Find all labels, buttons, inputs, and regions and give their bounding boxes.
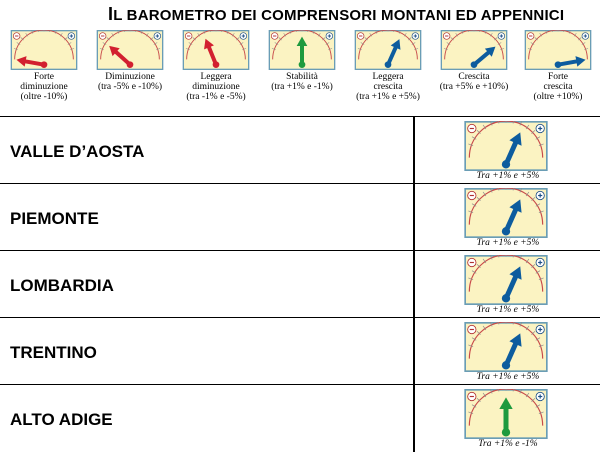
legend-label: Stabilità (tra +1% e -1%) (271, 72, 333, 92)
legend-item-strong-growth (516, 30, 600, 102)
barometer-cell (460, 255, 556, 317)
barometer-legend (0, 30, 600, 114)
barometer-gauge-icon (460, 188, 556, 238)
gauge-strong-decrease-icon (2, 30, 86, 70)
gauge-strong-growth-icon (516, 30, 600, 70)
barometer-gauge-icon (460, 389, 556, 439)
gauge-svg (8, 30, 80, 70)
legend-label: Crescita (tra +5% e +10%) (439, 72, 509, 92)
barometer-cell (460, 188, 556, 250)
table-row (0, 384, 600, 451)
gauge-growth-icon (432, 30, 516, 70)
gauge-svg (460, 255, 552, 305)
barometer-caption: Tra +1% e -1% (478, 439, 538, 449)
barometer-caption: Tra +1% e +5% (476, 238, 540, 248)
barometer-caption: Tra +1% e +5% (476, 305, 540, 315)
barometer-caption: Tra +1% e +5% (476, 171, 540, 181)
barometer-gauge-icon (460, 322, 556, 372)
page-title (108, 4, 588, 26)
legend-item-decrease (88, 30, 172, 92)
table-row (0, 183, 600, 250)
region-name: ALTO ADIGE (10, 410, 113, 429)
gauge-svg (522, 30, 594, 70)
barometer-cell (460, 322, 556, 384)
gauge-svg (266, 30, 338, 70)
column-divider (413, 385, 415, 452)
legend-label: Forte diminuzione (oltre -10%) (20, 72, 68, 102)
regions-table (0, 116, 600, 453)
table-row (0, 317, 600, 384)
legend-label: Leggera diminuzione (tra -1% e -5%) (186, 72, 246, 102)
legend-item-slight-growth (346, 30, 430, 102)
legend-item-slight-decrease (174, 30, 258, 102)
gauge-svg (460, 322, 552, 372)
legend-label: Diminuzione (tra -5% e -10%) (97, 72, 163, 92)
gauge-slight-growth-icon (346, 30, 430, 70)
barometer-caption: Tra +1% e +5% (476, 372, 540, 382)
gauge-slight-decrease-icon (174, 30, 258, 70)
legend-item-growth (432, 30, 516, 92)
table-row (0, 116, 600, 183)
region-name: TRENTINO (10, 343, 97, 362)
gauge-svg (438, 30, 510, 70)
legend-item-stable (260, 30, 344, 92)
column-divider (413, 251, 415, 318)
region-name: VALLE D’AOSTA (10, 142, 145, 161)
gauge-stable-icon (260, 30, 344, 70)
gauge-svg (460, 389, 552, 439)
gauge-svg (94, 30, 166, 70)
title-rest: L BAROMETRO DEI COMPRENSORI MONTANI ED APPENNICI (113, 7, 565, 24)
legend-label: Leggera crescita (tra +1% e +5%) (356, 72, 420, 102)
gauge-decrease-icon (88, 30, 172, 70)
column-divider (413, 117, 415, 184)
gauge-svg (460, 188, 552, 238)
column-divider (413, 318, 415, 385)
barometer-gauge-icon (460, 121, 556, 171)
column-divider (413, 184, 415, 251)
gauge-svg (460, 121, 552, 171)
table-row (0, 250, 600, 317)
barometer-cell (460, 121, 556, 183)
legend-item-strong-decrease (2, 30, 86, 102)
barometer-cell (460, 389, 556, 451)
region-name: LOMBARDIA (10, 276, 114, 295)
region-name: PIEMONTE (10, 209, 99, 228)
gauge-svg (180, 30, 252, 70)
title-initial: I (108, 4, 114, 24)
legend-label: Forte crescita (oltre +10%) (533, 72, 583, 102)
gauge-svg (352, 30, 424, 70)
barometer-gauge-icon (460, 255, 556, 305)
